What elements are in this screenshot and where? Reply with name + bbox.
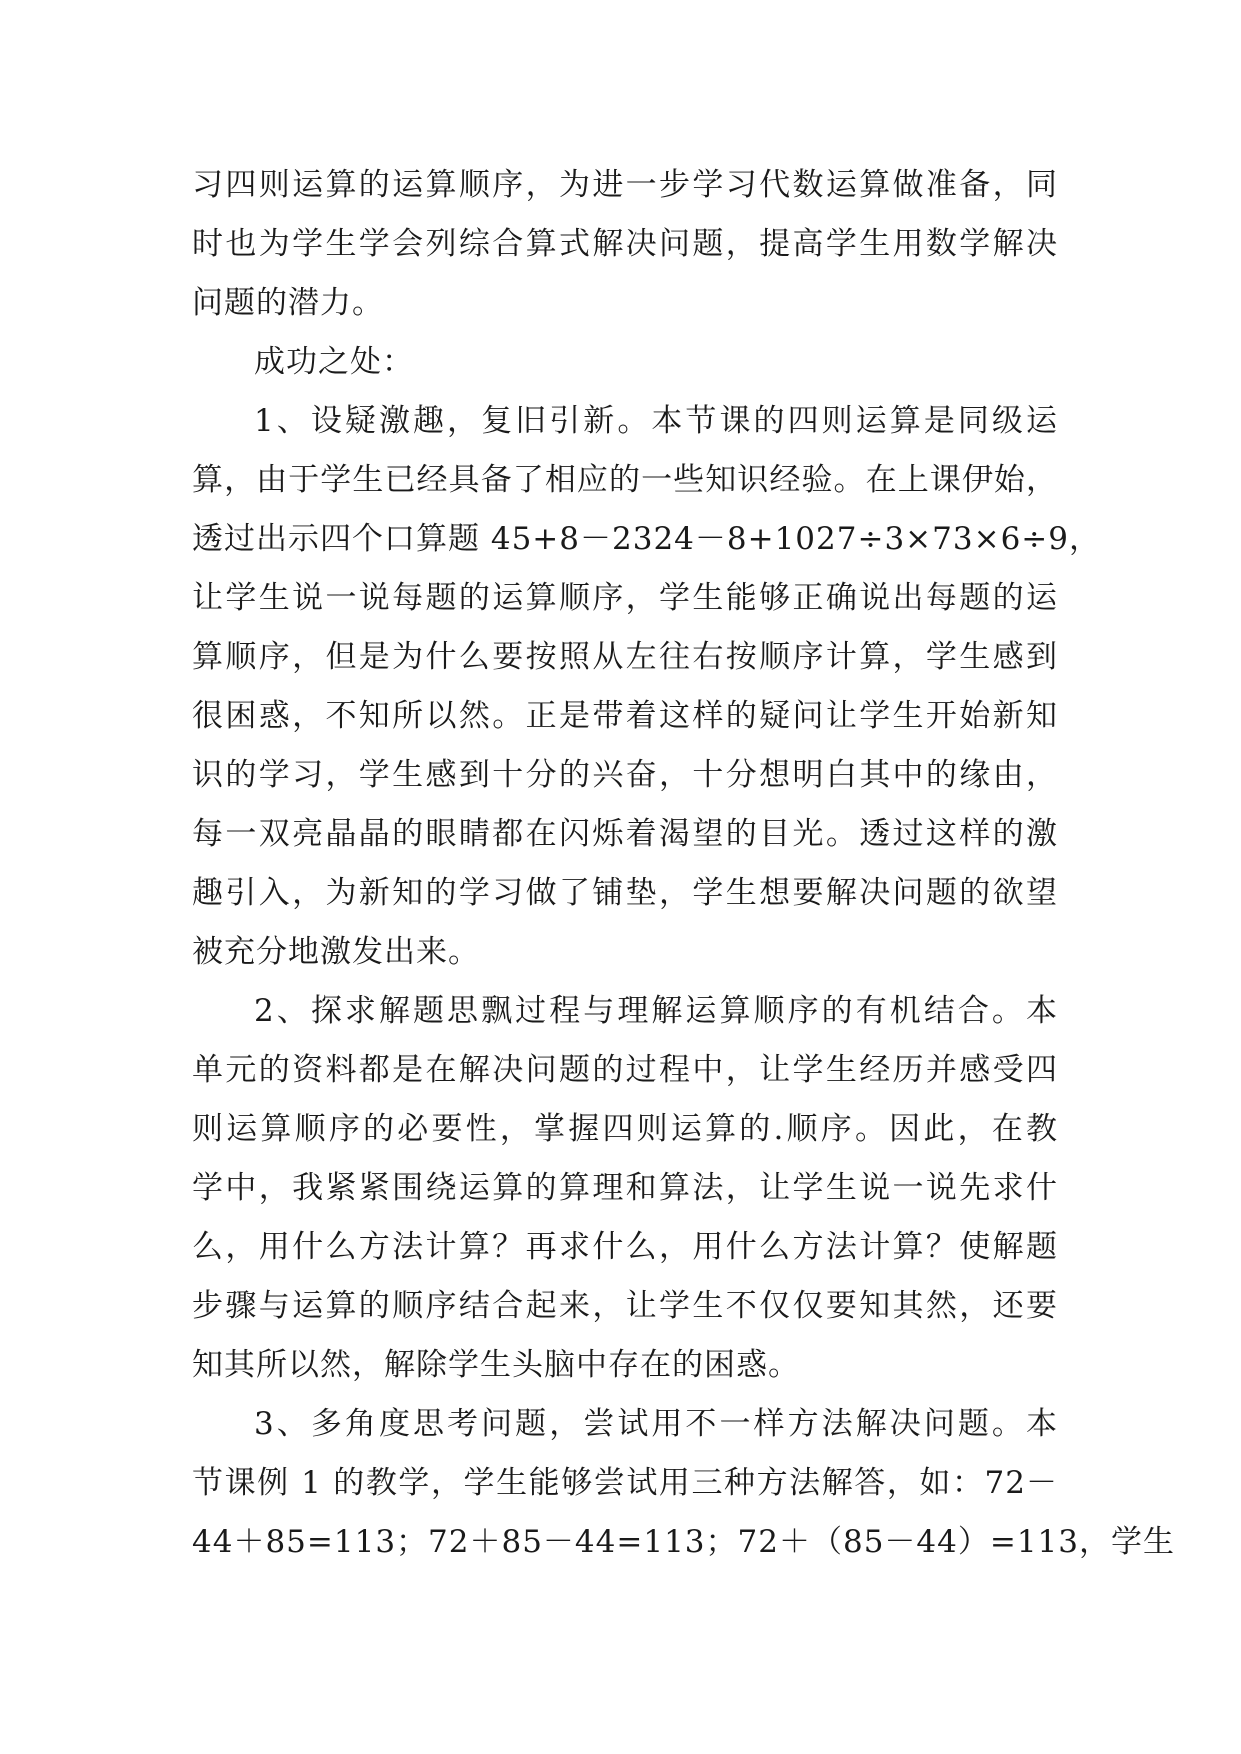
text-line: 学中，我紧紧围绕运算的算理和算法，让学生说一说先求什 [192, 1170, 1058, 1206]
text-line: 习四则运算的运算顺序，为进一步学习代数运算做准备，同 [192, 167, 1058, 203]
text-line: 44＋85=113；72＋85－44=113；72＋（85－44）=113，学生 [192, 1524, 1176, 1560]
text-line: 时也为学生学会列综合算式解决问题，提高学生用数学解决 [192, 226, 1058, 262]
body-text [192, 156, 1176, 1572]
text-line: 单元的资料都是在解决问题的过程中，让学生经历并感受四 [192, 1052, 1058, 1088]
text-line: 被充分地激发出来。 [192, 934, 480, 970]
text-line: 很困惑，不知所以然。正是带着这样的疑问让学生开始新知 [192, 698, 1058, 734]
text-line: 问题的潜力。 [192, 285, 384, 321]
text-line: 每一双亮晶晶的眼睛都在闪烁着渴望的目光。透过这样的激 [192, 816, 1058, 852]
text-line: 么，用什么方法计算？再求什么，用什么方法计算？使解题 [192, 1229, 1058, 1265]
text-line: 节课例 1 的教学，学生能够尝试用三种方法解答，如：72－ [192, 1465, 1058, 1501]
text-line: 识的学习，学生感到十分的兴奋，十分想明白其中的缘由， [192, 757, 1058, 793]
text-line: 趣引入，为新知的学习做了铺垫，学生想要解决问题的欲望 [192, 875, 1058, 911]
text-line: 2、探求解题思飘过程与理解运算顺序的有机结合。本 [254, 993, 1058, 1029]
text-line: 1、设疑激趣，复旧引新。本节课的四则运算是同级运 [254, 403, 1058, 439]
text-line: 算顺序，但是为什么要按照从左往右按顺序计算，学生感到 [192, 639, 1058, 675]
text-line: 则运算顺序的必要性，掌握四则运算的.顺序。因此，在教 [192, 1111, 1058, 1147]
text-line: 让学生说一说每题的运算顺序，学生能够正确说出每题的运 [192, 580, 1058, 616]
text-line: 知其所以然，解除学生头脑中存在的困惑。 [192, 1347, 800, 1383]
text-line: 步骤与运算的顺序结合起来，让学生不仅仅要知其然，还要 [192, 1288, 1058, 1324]
text-line: 3、多角度思考问题，尝试用不一样方法解决问题。本 [254, 1406, 1058, 1442]
section-heading: 成功之处： [254, 344, 414, 380]
text-line: 透过出示四个口算题 45+8－2324－8+1027÷3×73×6÷9， [192, 521, 1101, 557]
text-line: 算，由于学生已经具备了相应的一些知识经验。在上课伊始， [192, 462, 1058, 498]
